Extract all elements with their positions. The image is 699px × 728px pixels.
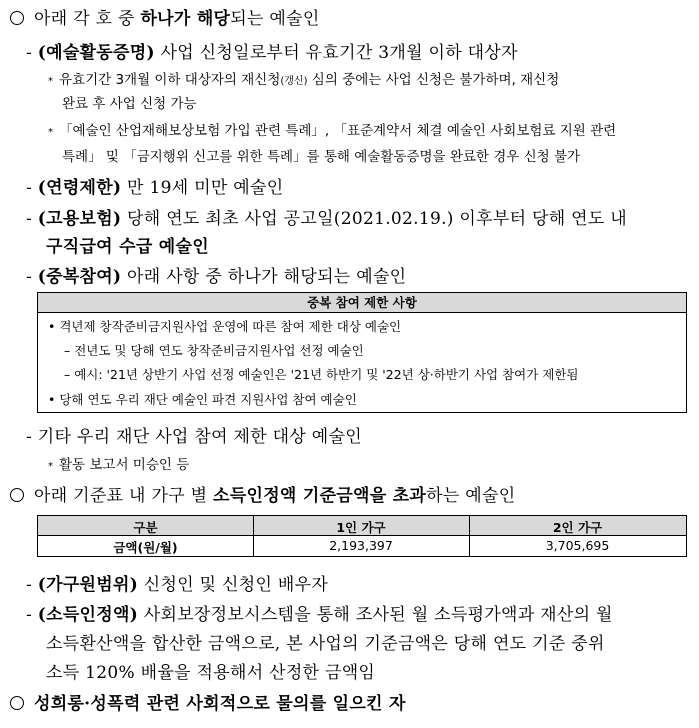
note-renewal (48, 68, 559, 88)
item-text: 만 19세 미만 예술인 (121, 178, 284, 198)
item-text: 기타 우리 재단 사업 참여 제한 대상 예술인 (37, 427, 362, 447)
circle-bullet-icon (10, 11, 24, 25)
section-text: 하는 예술인 (426, 486, 516, 506)
item-household-scope (26, 570, 328, 595)
dash-bullet: - (26, 209, 33, 229)
note-star: * (48, 461, 53, 472)
dash-bullet: - (26, 427, 33, 447)
section-bold-text: 하나가 해당 (140, 9, 231, 29)
table-row-label: 금액(원/월) (113, 540, 178, 555)
item-text: 사업 신청일로부터 유효기간 3개월 이하 대상자 (154, 43, 518, 63)
item-other-restriction (26, 422, 362, 447)
section-bold-text: 성희롱·성폭력 관련 사회적으로 물의를 일으킨 자 (34, 694, 406, 714)
section-text: 되는 예술인 (230, 9, 320, 29)
table-row: – 예시: '21년 상반기 사업 선정 예술인은 '21년 하반기 및 '22년 상·하반기 사업 참여가 제한됨 (64, 367, 579, 382)
dash-bullet: - (26, 178, 33, 198)
table-header-cell: 1인 가구 (336, 520, 386, 535)
item-label: (예술활동증명) (37, 43, 155, 63)
table-row: – 전년도 및 당해 연도 창작준비금지원사업 선정 예술인 (64, 343, 364, 358)
item-age-limit (26, 173, 283, 198)
item-recognized-income (26, 600, 613, 625)
dash-bullet: - (26, 43, 33, 63)
item-label: (가구원범위) (37, 575, 139, 595)
section-text: 아래 각 호 중 (34, 9, 141, 29)
note-report (48, 453, 189, 473)
dash-bullet: - (26, 605, 33, 625)
note-small-text: (갱신) (280, 76, 308, 87)
item-text: 신청인 및 신청인 배우자 (138, 575, 329, 595)
dash-bullet: - (26, 575, 33, 595)
table-row: • 격년제 창작준비금지원사업 운영에 따른 참여 제한 대상 예술인 (48, 319, 402, 334)
note-renewal-line2: 완료 후 사업 신청 가능 (62, 96, 197, 112)
table-row: • 당해 연도 우리 재단 예술인 파견 지원사업 참여 예술인 (48, 392, 357, 407)
item-text: 당해 연도 최초 사업 공고일(2021.02.19.) 이후부터 당해 연도 내 (121, 209, 628, 229)
note-star: * (48, 76, 53, 87)
table-header-cell: 2인 가구 (552, 520, 603, 535)
item-duplicate-participation (26, 262, 406, 287)
section-text: 아래 기준표 내 가구 별 (34, 486, 214, 506)
section-heading-one-of (10, 4, 320, 29)
item-label: (소득인정액) (37, 605, 139, 625)
note-special-cases-line2: 특례」 및 「금지행위 신고를 위한 특례」를 통해 예술활동증명을 완료한 경우 신청 불가 (62, 149, 581, 165)
item-text: 사회보장정보시스템을 통해 조사된 월 소득평가액과 재산의 월 (138, 605, 613, 625)
item-employment-insurance (26, 204, 627, 229)
circle-bullet-icon (10, 696, 24, 710)
section-heading-income (10, 481, 515, 506)
item-label: (연령제한) (37, 178, 122, 198)
item-bold-text: 구직급여 수급 예술인 (46, 237, 209, 257)
table-cell-two-person: 3,705,695 (545, 538, 610, 553)
income-criteria-table (37, 515, 687, 557)
item-employment-line2 (46, 232, 209, 257)
item-text: 아래 사항 중 하나가 해당되는 예술인 (121, 267, 407, 287)
item-label: (중복참여) (37, 267, 122, 287)
note-text: 「예술인 산업재해보상보험 가입 관련 특례」, 「표준계약서 체결 예술인 사회보험료 지원 관련 (59, 123, 617, 139)
note-text: 유효기간 3개월 이하 대상자의 재신청 (59, 72, 281, 88)
item-recognized-income-line2: 소득환산액을 합산한 금액으로, 본 사업의 기준금액은 당해 연도 기준 중위 (46, 634, 605, 654)
dash-bullet: - (26, 267, 33, 287)
note-special-cases (48, 119, 616, 139)
table-header: 중복 참여 제한 사항 (38, 293, 686, 313)
item-art-certificate (26, 38, 518, 63)
item-label: (고용보험) (37, 209, 122, 229)
duplicate-restriction-table (37, 292, 687, 413)
table-cell-one-person: 2,193,397 (329, 538, 393, 553)
table-header-cell: 구분 (133, 520, 158, 535)
note-text: 활동 보고서 미승인 등 (59, 457, 190, 473)
note-text: 심의 중에는 사업 신청은 불가하며, 재신청 (307, 72, 560, 88)
circle-bullet-icon (10, 488, 24, 502)
section-bold-text: 소득인정액 기준금액을 초과 (213, 486, 427, 506)
note-star: * (48, 127, 53, 138)
section-heading-misconduct (10, 689, 406, 714)
item-recognized-income-line3: 소득 120% 배율을 적용해서 산정한 금액임 (46, 663, 376, 683)
